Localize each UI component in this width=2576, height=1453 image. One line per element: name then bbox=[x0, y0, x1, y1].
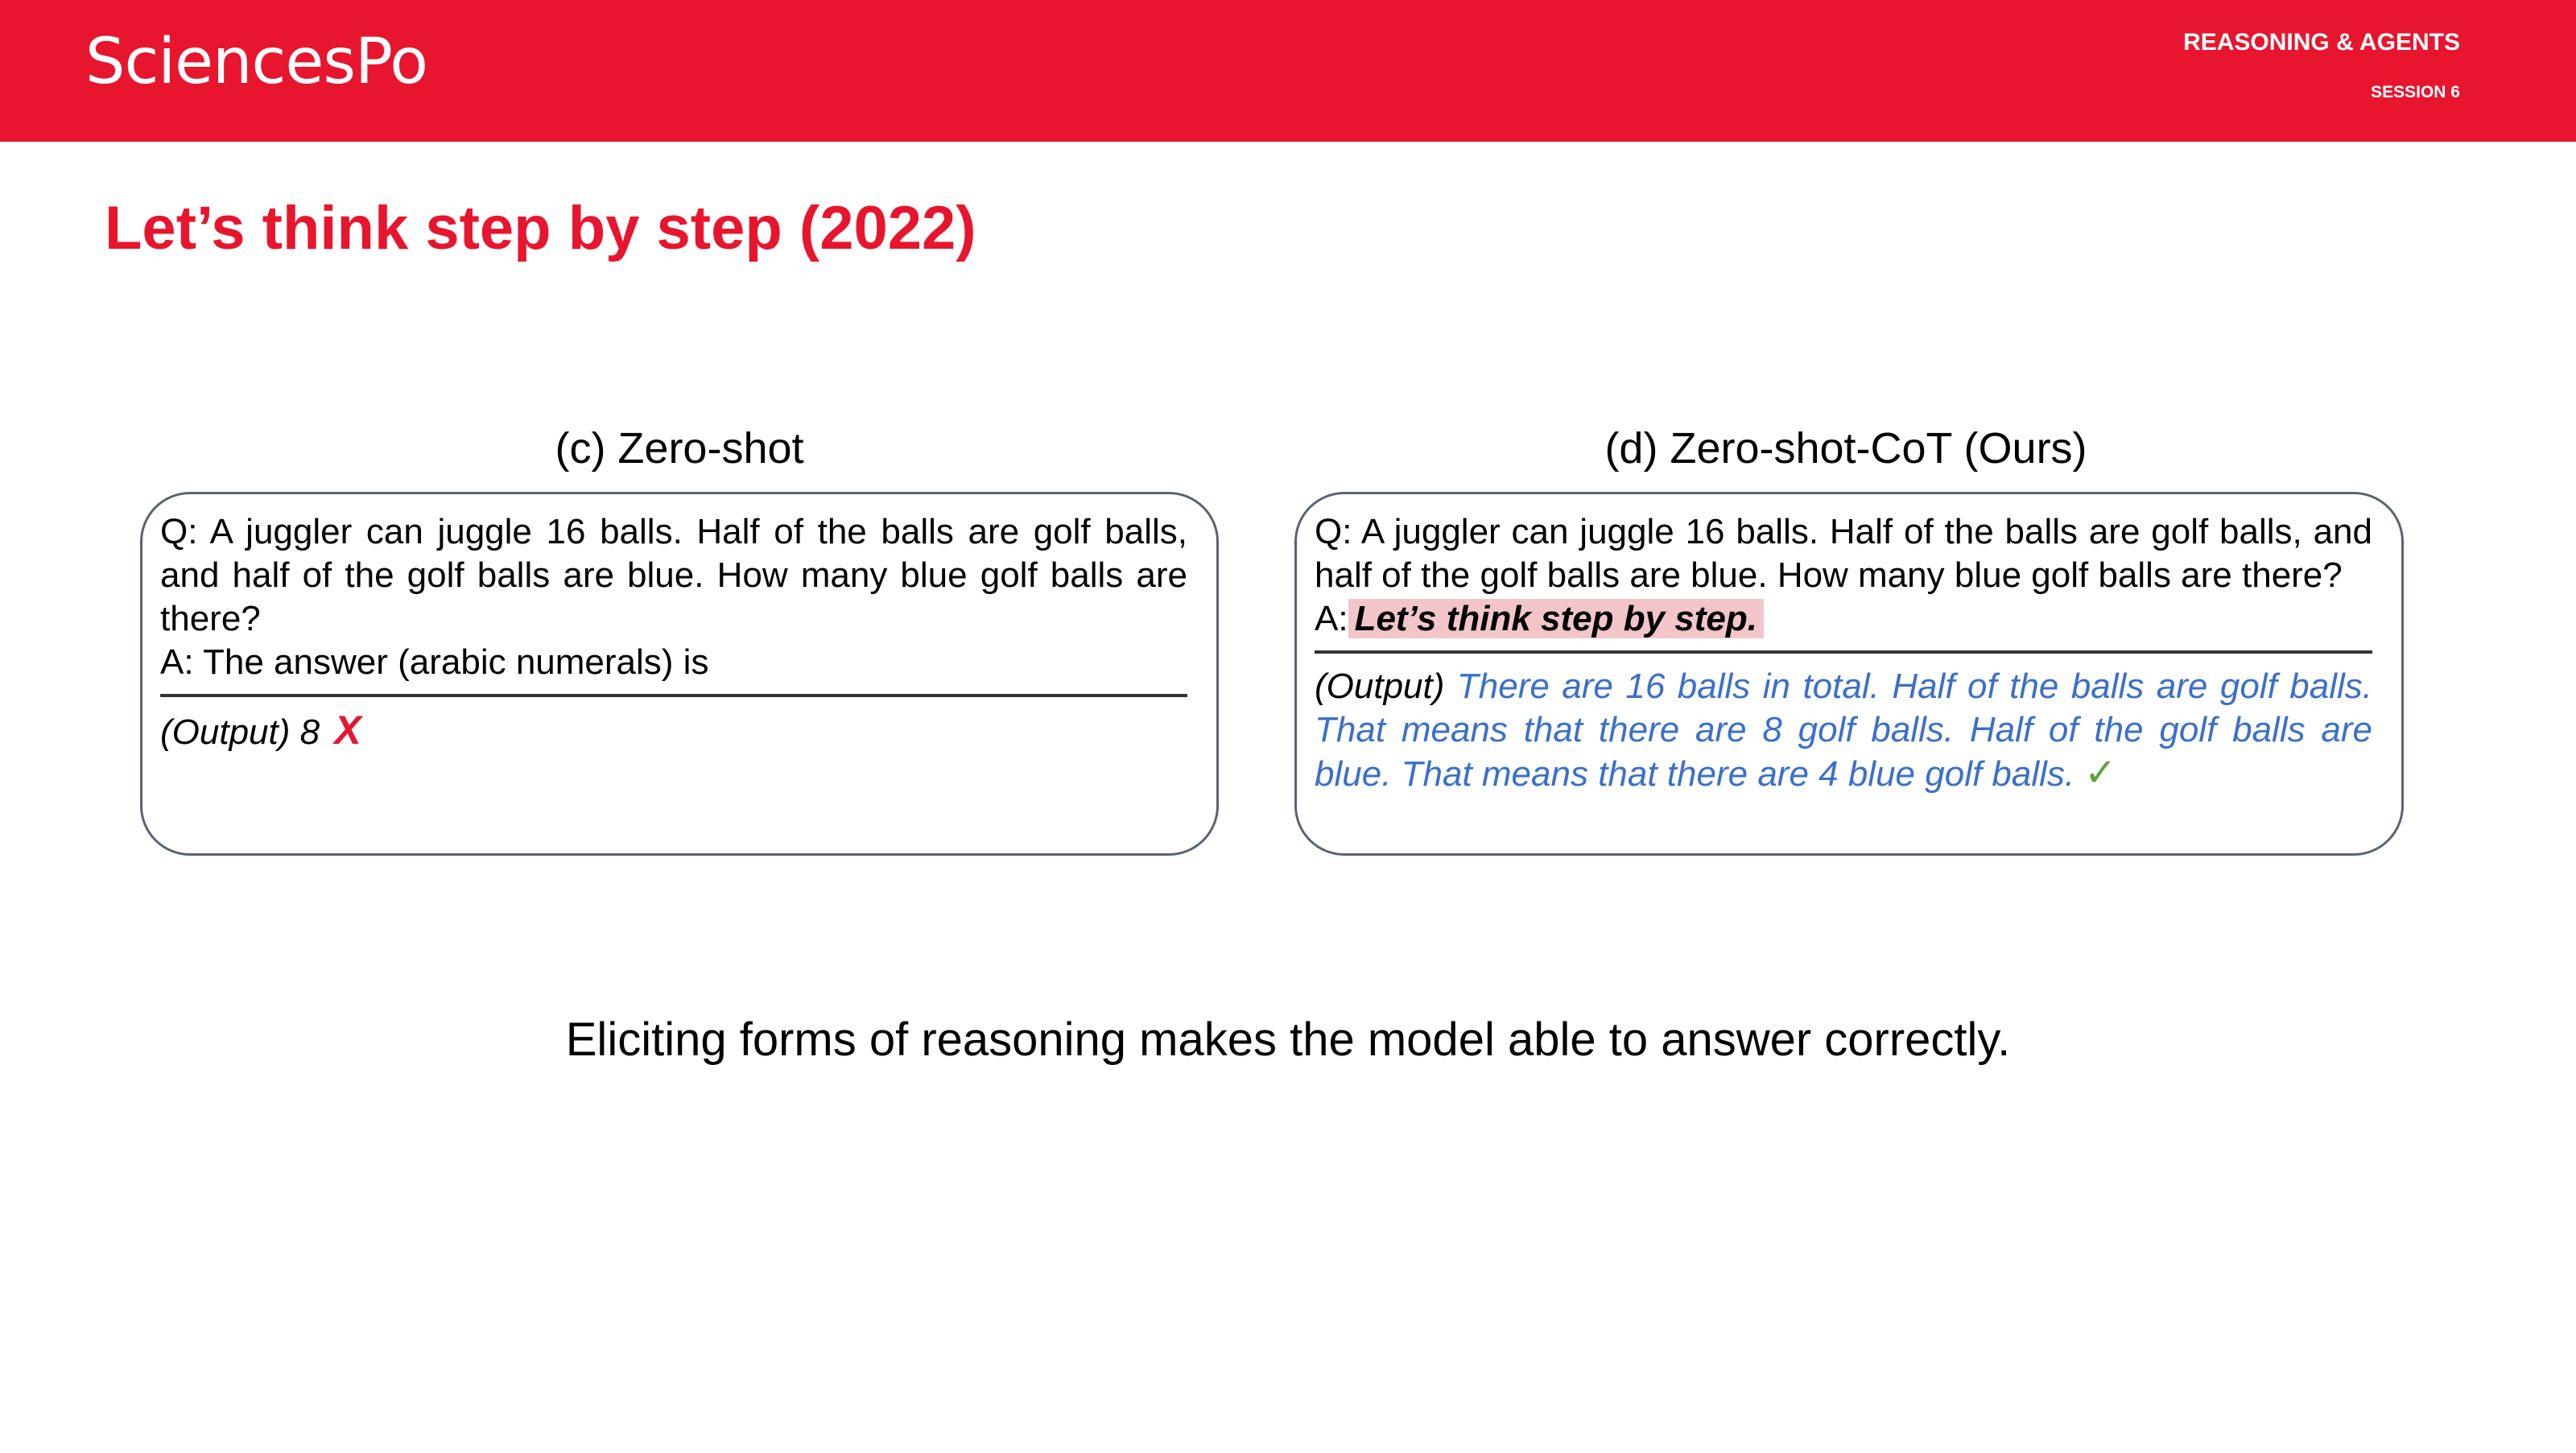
zero-shot-answer-prompt: A: The answer (arabic numerals) is bbox=[160, 642, 709, 682]
zero-shot-panel-content bbox=[160, 510, 1187, 754]
conclusion-text: Eliciting forms of reasoning makes the model able to answer correctly. bbox=[565, 1013, 2011, 1066]
sciencespo-logo: SciencesPo bbox=[85, 26, 427, 98]
output-label: (Output) bbox=[1315, 667, 1445, 706]
zero-shot-cot-panel bbox=[1294, 492, 2404, 856]
right-panel-caption: (d) Zero-shot-CoT (Ours) bbox=[1604, 424, 2087, 473]
zero-shot-panel bbox=[140, 492, 1219, 856]
highlighted-prompt: Let’s think step by step. bbox=[1348, 599, 1764, 638]
zero-shot-cot-question: Q: A juggler can juggle 16 balls. Half of the balls are golf balls, and half of the golf balls are blue. How many blue golf balls are there? bbox=[1315, 512, 2372, 595]
zero-shot-cot-answer-line bbox=[1315, 597, 2372, 641]
zero-shot-cot-output bbox=[1315, 665, 2372, 796]
answer-prefix: A: bbox=[1315, 599, 1348, 638]
checkmark-icon: ✓ bbox=[2084, 752, 2117, 795]
header-bar bbox=[0, 0, 2576, 142]
zero-shot-question: Q: A juggler can juggle 16 balls. Half of the balls are golf balls, and half of the golf balls are blue. How many blue golf balls are there? bbox=[160, 512, 1187, 638]
session-label: SESSION 6 bbox=[2371, 83, 2460, 101]
panel-divider bbox=[160, 694, 1187, 697]
zero-shot-output-answer: 8 bbox=[299, 712, 320, 752]
output-label: (Output) bbox=[160, 712, 291, 752]
course-title: REASONING & AGENTS bbox=[2183, 29, 2460, 56]
cross-icon: X bbox=[334, 708, 361, 753]
panel-divider bbox=[1315, 650, 2372, 654]
slide-title: Let’s think step by step (2022) bbox=[105, 194, 976, 262]
zero-shot-cot-output-answer: There are 16 balls in total. Half of the balls are golf balls. That means that there are 8 golf balls. Half of the golf balls are blue. That means that there are 4 blue golf balls. bbox=[1315, 667, 2372, 794]
left-panel-caption: (c) Zero-shot bbox=[555, 424, 804, 473]
zero-shot-cot-panel-content bbox=[1315, 510, 2372, 796]
zero-shot-output bbox=[160, 708, 1187, 754]
